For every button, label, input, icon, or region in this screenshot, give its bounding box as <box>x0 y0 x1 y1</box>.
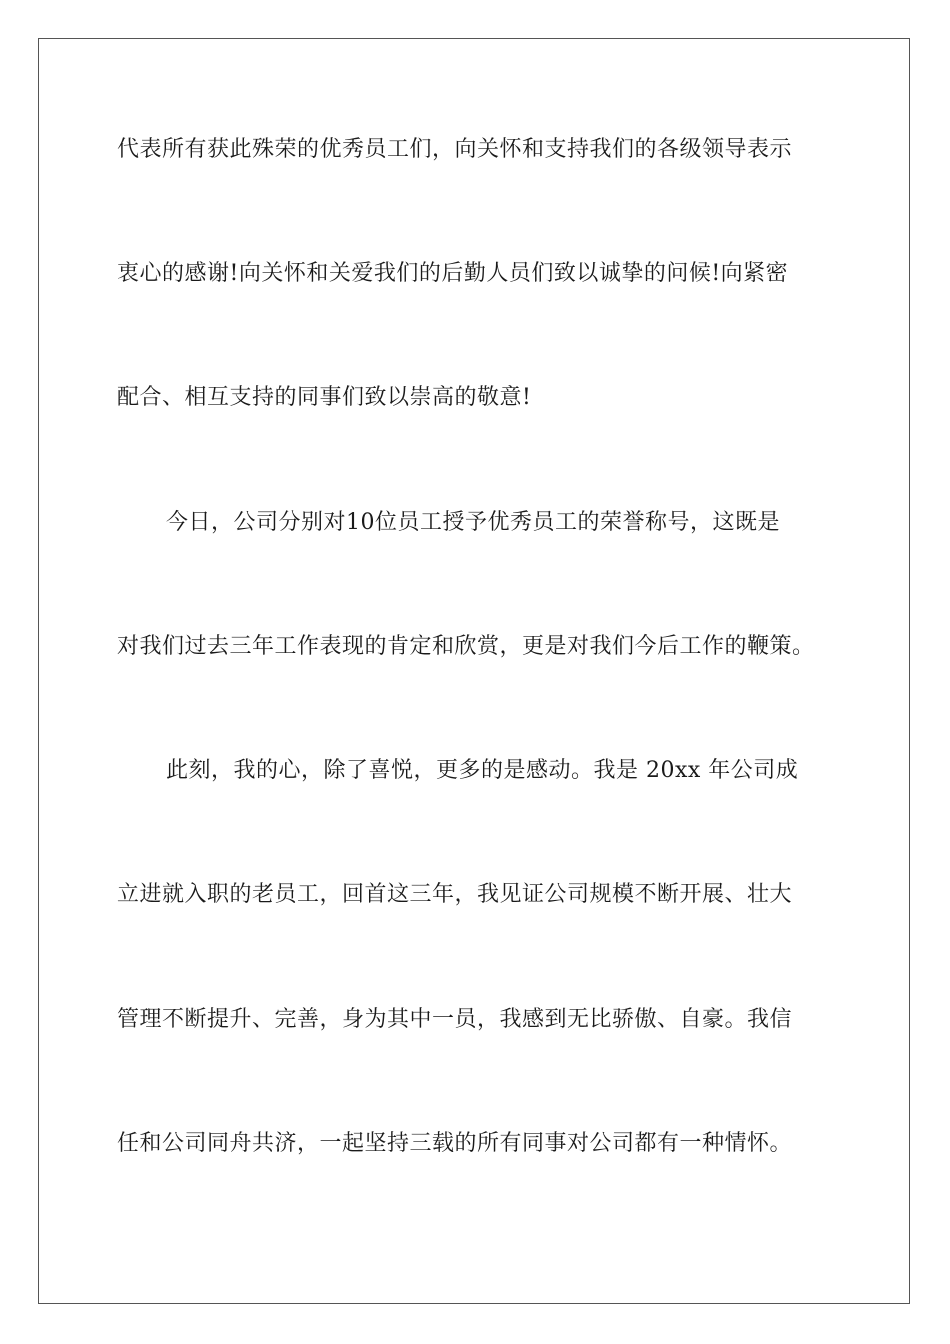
text-line-5: 对我们过去三年工作表现的肯定和欣赏，更是对我们今后工作的鞭策。 <box>117 634 815 659</box>
text-line-2: 衷心的感谢!向关怀和关爱我们的后勤人员们致以诚挚的问候!向紧密 <box>117 261 789 286</box>
page-border <box>38 38 910 1304</box>
text-line-6: 此刻，我的心，除了喜悦，更多的是感动。我是 20xx 年公司成 <box>166 758 799 783</box>
text-line-9: 任和公司同舟共济，一起坚持三载的所有同事对公司都有一种情怀。 <box>117 1131 793 1156</box>
text-line-4: 今日，公司分别对10位员工授予优秀员工的荣誉称号，这既是 <box>166 510 780 535</box>
text-line-7: 立进就入职的老员工，回首这三年，我见证公司规模不断开展、壮大 <box>117 882 793 907</box>
text-line-8: 管理不断提升、完善，身为其中一员，我感到无比骄傲、自豪。我信 <box>117 1007 793 1032</box>
text-line-3: 配合、相互支持的同事们致以崇高的敬意! <box>117 385 532 410</box>
text-line-1: 代表所有获此殊荣的优秀员工们，向关怀和支持我们的各级领导表示 <box>117 137 793 162</box>
